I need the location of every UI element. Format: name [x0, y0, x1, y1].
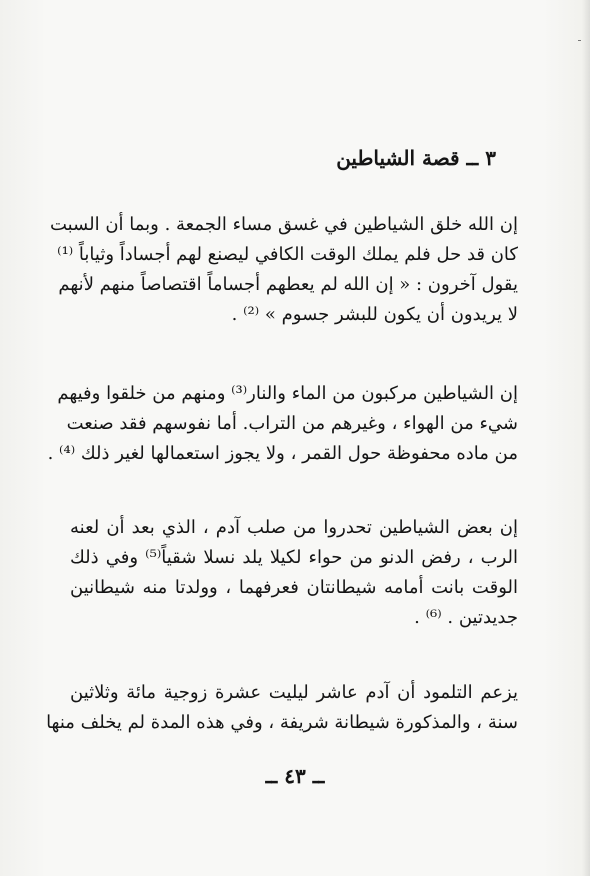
text-line: لا يريدون أن يكون للبشر جسوم » ⁽²⁾ .: [231, 304, 518, 325]
paragraph-4: [46, 678, 518, 738]
scan-mark: [578, 40, 581, 41]
text-line: الرب ، رفض الدنو من حواء لكيلا يلد نسلا شقياً⁽⁵⁾ وفي ذلك: [70, 547, 518, 568]
paragraph-3: [70, 513, 518, 633]
text-line: جديدتين . ⁽⁶⁾ .: [414, 607, 518, 628]
paragraph-1: [49, 210, 518, 330]
text-line: سنة ، والمذكورة شيطانة شريفة ، وفي هذه المدة لم يخلف منها: [46, 712, 518, 733]
scan-edge-shadow: [582, 0, 590, 876]
text-line: إن الله خلق الشياطين في غسق مساء الجمعة . وبما أن السبت: [49, 214, 518, 235]
section-title: ٣ ــ قصة الشياطين: [336, 146, 496, 170]
text-line: من ماده محفوظة حول القمر ، ولا يجوز استعمالها لغير ذلك ⁽⁴⁾ .: [47, 443, 518, 464]
text-line: شيء من الهواء ، وغيرهم من التراب. أما نفوسهم فقد صنعت: [66, 413, 518, 434]
paragraph-2: [47, 379, 518, 469]
text-line: إن بعض الشياطين تحدروا من صلب آدم ، الذي بعد أن لعنه: [70, 517, 518, 538]
text-line: يزعم التلمود أن آدم عاشر ليليت عشرة زوجية مائة وثلاثين: [70, 682, 518, 703]
text-line: كان قد حل فلم يملك الوقت الكافي ليصنع لهم أجساداً وثياباً ⁽¹⁾: [57, 244, 518, 265]
text-line: يقول آخرون : « إن الله لم يعطهم أجساماً اقتصاصاً منهم لأنهم: [58, 274, 518, 295]
text-line: إن الشياطين مركبون من الماء والنار⁽³⁾ ومنهم من خلقوا وفيهم: [57, 383, 518, 404]
page-number: ــ ٤٣ ــ: [265, 764, 325, 788]
text-line: الوقت بانت أمامه شيطانتان فعرفهما ، وولدتا منه شيطانين: [70, 577, 518, 598]
